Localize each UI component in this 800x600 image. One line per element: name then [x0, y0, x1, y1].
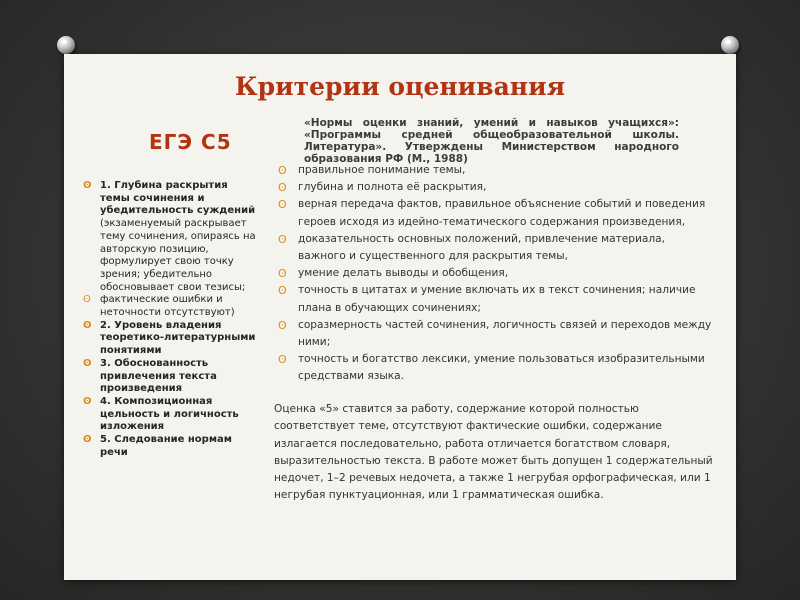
list-item [272, 179, 712, 196]
norm-criterion-text: точность в цитатах и умение включать их в текст сочинения; наличие плана в обучающих сочинениях; [298, 284, 696, 314]
norm-criterion-text: точность и богатство лексики, умение пользоваться изобразительными средствами языка. [298, 353, 705, 383]
norms-criteria-list [272, 162, 712, 386]
criterion-title: 1. Глубина раскрытия темы сочинения и убедительность суждений [100, 180, 256, 217]
bullet-icon: ʘ [83, 180, 92, 191]
list-item [272, 231, 712, 265]
list-item [78, 434, 260, 459]
norm-criterion-text: умение делать выводы и обобщения, [298, 267, 509, 280]
bullet-icon: ʘ [83, 294, 91, 306]
bullet-icon: ʘ [278, 164, 287, 177]
norm-criterion-text: верная передача фактов, правильное объяснение событий и поведения героев исходя из идейно-тематического содержания произведения, [298, 198, 706, 228]
norm-criterion-text: доказательность основных положений, привлечение материала, важного и существенного для раскрытия темы, [298, 232, 666, 263]
bullet-icon: ʘ [278, 318, 287, 332]
criterion-title: 4. Композиционная цельность и логичность изложения [100, 395, 239, 433]
criterion-title: 3. Обоснованность привлечения текста произведения [100, 357, 217, 395]
norm-criterion-text: глубина и полнота её раскрытия, [298, 181, 487, 194]
slide-card [64, 54, 736, 580]
bullet-icon: ʘ [83, 434, 92, 446]
list-item [272, 196, 712, 230]
slide-title: Критерии оценивания [234, 72, 566, 101]
ege-criteria-list [78, 180, 260, 459]
list-item [78, 180, 260, 294]
bullet-icon: ʘ [278, 232, 287, 246]
list-item [78, 396, 260, 434]
list-item [272, 317, 712, 351]
list-item [272, 162, 712, 179]
pushpin-right-icon [721, 36, 739, 54]
bullet-icon: ʘ [278, 353, 287, 367]
list-item [272, 265, 712, 282]
bullet-icon: ʘ [83, 319, 92, 331]
bullet-icon: ʘ [278, 284, 287, 298]
grade-five-paragraph: Оценка «5» ставится за работу, содержание которой полностью соответствует теме, отсутствуют фактические ошибки, содержание излагается последовательно, работа отличается богатством словаря, выразительностью текста. В работе может быть допущен 1 содержательный недочет, 1–2 речевых недочета, а также 1 негрубая орфографическая, или 1 негрубая пунктуационная, или 1 грамматическая ошибка. [274, 403, 713, 502]
norm-criterion-text: правильное понимание темы, [298, 164, 466, 176]
norm-criterion-text: соразмерность частей сочинения, логичность связей и переходов между ними; [298, 318, 712, 349]
list-item [78, 294, 260, 319]
bullet-icon: ʘ [83, 395, 92, 407]
criterion-note: (экзаменуемый раскрывает тему сочинения, опираясь на авторскую позицию, формулирует свою точку зрения; убедительно обосновывает свои тезисы; [100, 218, 256, 293]
criterion-note: фактические ошибки и неточности отсутствуют) [100, 294, 235, 319]
criterion-title: 2. Уровень владения теоретико-литературными понятиями [100, 319, 256, 357]
list-item [272, 282, 712, 316]
pushpin-left-icon [57, 36, 75, 54]
list-item [78, 320, 260, 358]
norms-source: «Нормы оценки знаний, умений и навыков учащихся»: «Программы средней общеобразовательной школы. Литература». Утверждены Министерством народного образования РФ (М., 1988) [304, 117, 679, 165]
exam-label: ЕГЭ С5 [149, 130, 232, 154]
criterion-title: 5. Следование нормам речи [100, 434, 232, 458]
bullet-icon: ʘ [83, 357, 92, 369]
bullet-icon: ʘ [278, 181, 287, 195]
list-item [78, 358, 260, 396]
bullet-icon: ʘ [278, 198, 287, 212]
bullet-icon: ʘ [278, 267, 287, 281]
list-item [272, 351, 712, 385]
